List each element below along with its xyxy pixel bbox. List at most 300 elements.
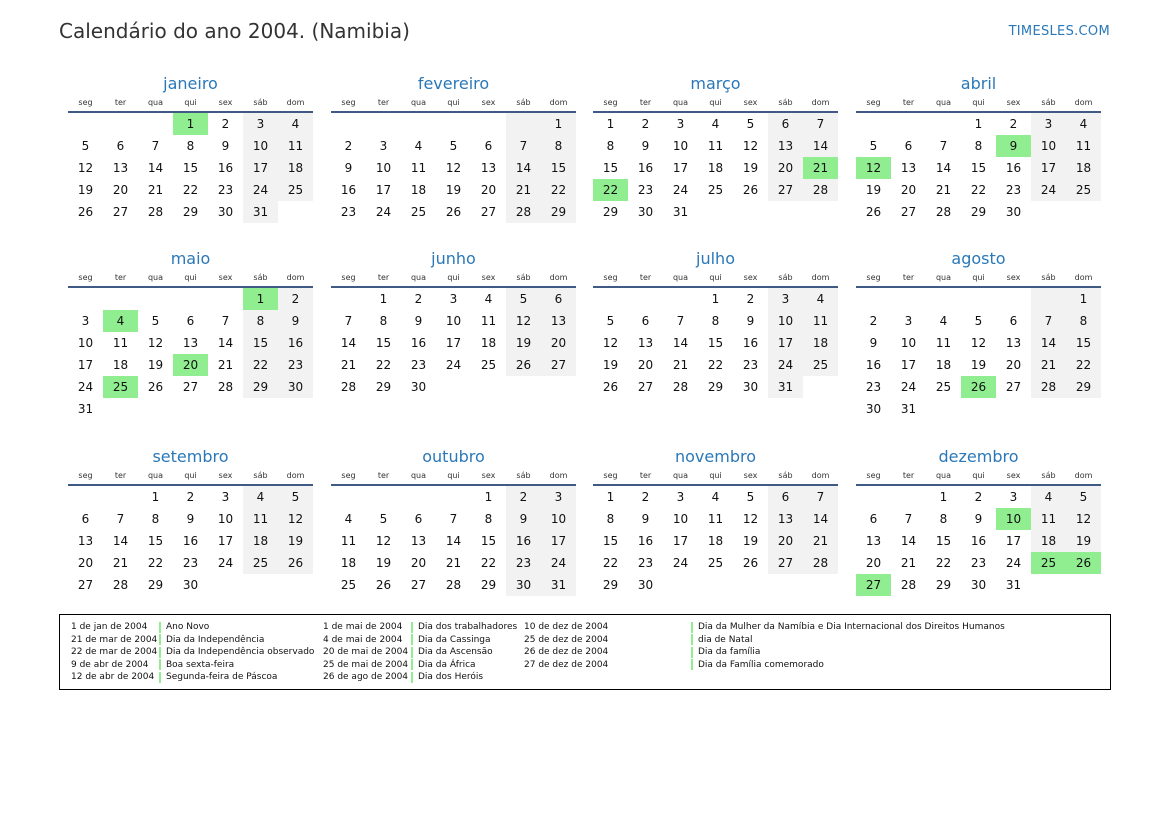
day-cell: 14 <box>217 336 234 350</box>
empty-cell <box>541 376 576 398</box>
day-cell: 15 <box>707 336 724 350</box>
empty-cell <box>961 288 996 310</box>
day-cell: 11 <box>243 508 278 530</box>
empty-cell <box>996 398 1031 420</box>
empty-cell <box>803 574 838 596</box>
day-cell: 22 <box>1066 354 1101 376</box>
weekday-header <box>331 96 576 113</box>
empty-cell <box>1031 201 1066 223</box>
day-cell: 31 <box>900 402 917 416</box>
day-cell: 8 <box>151 512 160 526</box>
day-cell: 4 <box>484 292 493 306</box>
day-cell: 26 <box>1066 552 1101 574</box>
day-cell: 13 <box>410 534 427 548</box>
day-cell: 6 <box>81 512 90 526</box>
weekday-label: sex <box>1006 98 1021 107</box>
empty-cell <box>768 574 803 596</box>
day-cell: 26 <box>278 552 313 574</box>
day-cell: 25 <box>1066 179 1101 201</box>
day-cell: 2 <box>506 486 541 508</box>
day-cell: 29 <box>935 578 952 592</box>
empty-cell <box>103 113 138 135</box>
weekday-label: qui <box>184 273 197 282</box>
day-cell: 30 <box>506 574 541 596</box>
day-cell: 26 <box>742 183 759 197</box>
empty-cell <box>103 288 138 310</box>
weekday-header <box>68 96 313 113</box>
empty-cell <box>698 574 733 596</box>
day-cell: 3 <box>676 117 685 131</box>
day-cell: 21 <box>803 157 838 179</box>
day-cell: 22 <box>602 556 619 570</box>
empty-cell <box>628 288 663 310</box>
weekday-label: qua <box>672 471 689 480</box>
day-cell: 10 <box>243 135 278 157</box>
day-cell: 1 <box>606 490 615 504</box>
day-cell: 5 <box>449 139 458 153</box>
legend-row <box>71 671 314 684</box>
day-cell: 1 <box>243 288 278 310</box>
day-cell: 18 <box>278 157 313 179</box>
day-cell: 9 <box>506 508 541 530</box>
weekday-label: ter <box>639 273 652 282</box>
day-cell: 24 <box>900 380 917 394</box>
weekday-label: sex <box>218 98 233 107</box>
weekday-label: seg <box>866 471 881 480</box>
day-cell: 16 <box>182 534 199 548</box>
month-julho <box>593 249 838 398</box>
day-cell: 21 <box>147 183 164 197</box>
day-cell: 25 <box>410 205 427 219</box>
day-cell: 2 <box>344 139 353 153</box>
weekday-label: sex <box>218 273 233 282</box>
day-grid <box>593 113 838 223</box>
day-cell: 18 <box>1066 157 1101 179</box>
empty-cell <box>436 486 471 508</box>
empty-cell <box>471 113 506 135</box>
empty-cell <box>138 288 173 310</box>
holiday-date: 9 de abr de 2004 <box>71 659 149 670</box>
day-cell: 3 <box>449 292 458 306</box>
day-cell: 16 <box>970 534 987 548</box>
day-cell: 13 <box>768 508 803 530</box>
day-cell: 28 <box>445 578 462 592</box>
weekday-label: qua <box>935 273 952 282</box>
day-cell: 4 <box>803 288 838 310</box>
day-cell: 11 <box>935 336 952 350</box>
day-cell: 4 <box>1031 486 1066 508</box>
day-cell: 20 <box>410 556 427 570</box>
weekday-label: ter <box>114 273 127 282</box>
holiday-date: 4 de mai de 2004 <box>323 634 403 645</box>
day-cell: 10 <box>672 512 689 526</box>
month-name: fevereiro <box>417 74 490 93</box>
day-cell: 12 <box>602 336 619 350</box>
day-cell: 16 <box>217 161 234 175</box>
empty-cell <box>208 288 243 310</box>
empty-cell <box>926 398 961 420</box>
day-cell: 22 <box>147 556 164 570</box>
weekday-label: sáb <box>253 273 268 282</box>
day-cell: 13 <box>480 161 497 175</box>
legend-column-2 <box>323 621 517 684</box>
day-cell: 8 <box>186 139 195 153</box>
day-cell: 7 <box>904 512 913 526</box>
day-cell: 16 <box>637 161 654 175</box>
day-cell: 29 <box>1066 376 1101 398</box>
day-cell: 1 <box>173 113 208 135</box>
day-cell: 8 <box>974 139 983 153</box>
empty-cell <box>401 486 436 508</box>
weekday-label: seg <box>341 273 356 282</box>
day-cell: 14 <box>900 534 917 548</box>
legend-row <box>524 621 1005 634</box>
day-cell: 3 <box>541 486 576 508</box>
day-cell: 12 <box>506 310 541 332</box>
weekday-header <box>856 271 1101 288</box>
day-cell: 11 <box>480 314 497 328</box>
day-cell: 18 <box>1031 530 1066 552</box>
day-grid <box>593 288 838 398</box>
day-cell: 11 <box>1031 508 1066 530</box>
day-cell: 27 <box>182 380 199 394</box>
weekday-label: sáb <box>516 471 531 480</box>
day-cell: 14 <box>506 157 541 179</box>
day-cell: 13 <box>182 336 199 350</box>
day-cell: 7 <box>449 512 458 526</box>
day-cell: 8 <box>484 512 493 526</box>
weekday-label: qui <box>447 273 460 282</box>
day-cell: 3 <box>243 113 278 135</box>
day-cell: 21 <box>445 556 462 570</box>
empty-cell <box>1031 288 1066 310</box>
day-cell: 26 <box>742 556 759 570</box>
day-cell: 27 <box>637 380 654 394</box>
day-grid <box>331 486 576 596</box>
day-cell: 27 <box>112 205 129 219</box>
day-cell: 15 <box>602 534 619 548</box>
day-cell: 7 <box>221 314 230 328</box>
day-cell: 9 <box>641 512 650 526</box>
weekday-label: sáb <box>1041 471 1056 480</box>
day-cell: 31 <box>768 376 803 398</box>
day-cell: 1 <box>1066 288 1101 310</box>
day-cell: 5 <box>606 314 615 328</box>
day-cell: 9 <box>278 310 313 332</box>
day-cell: 29 <box>602 205 619 219</box>
weekday-label: qui <box>972 98 985 107</box>
day-cell: 12 <box>375 534 392 548</box>
day-cell: 7 <box>116 512 125 526</box>
day-cell: 20 <box>1005 358 1022 372</box>
day-cell: 24 <box>1005 556 1022 570</box>
day-cell: 10 <box>768 310 803 332</box>
day-cell: 28 <box>112 578 129 592</box>
empty-cell <box>366 113 401 135</box>
empty-cell <box>436 113 471 135</box>
weekday-label: ter <box>902 273 915 282</box>
day-cell: 6 <box>116 139 125 153</box>
day-cell: 18 <box>480 336 497 350</box>
day-cell: 8 <box>541 135 576 157</box>
weekday-label: seg <box>78 273 93 282</box>
day-cell: 27 <box>856 574 891 596</box>
day-cell: 2 <box>974 490 983 504</box>
day-cell: 16 <box>865 358 882 372</box>
day-cell: 5 <box>81 139 90 153</box>
day-cell: 30 <box>637 205 654 219</box>
day-cell: 19 <box>742 161 759 175</box>
weekday-label: sex <box>1006 273 1021 282</box>
day-cell: 15 <box>375 336 392 350</box>
weekday-label: seg <box>341 471 356 480</box>
day-cell: 16 <box>506 530 541 552</box>
day-cell: 22 <box>593 179 628 201</box>
weekday-label: ter <box>902 98 915 107</box>
weekday-label: seg <box>341 98 356 107</box>
day-cell: 26 <box>77 205 94 219</box>
month-maio <box>68 249 313 420</box>
empty-cell <box>926 288 961 310</box>
weekday-label: dom <box>811 273 830 282</box>
weekday-label: dom <box>1074 98 1093 107</box>
day-cell: 31 <box>672 205 689 219</box>
day-cell: 6 <box>641 314 650 328</box>
legend-row <box>323 621 517 634</box>
day-cell: 20 <box>480 183 497 197</box>
weekday-label: qua <box>672 98 689 107</box>
weekday-header <box>856 469 1101 486</box>
day-cell: 21 <box>803 530 838 552</box>
weekday-label: ter <box>377 471 390 480</box>
weekday-label: qui <box>184 471 197 480</box>
day-cell: 12 <box>742 512 759 526</box>
site-link[interactable]: TIMESLES.COM <box>1008 24 1110 39</box>
day-cell: 20 <box>112 183 129 197</box>
day-cell: 11 <box>410 161 427 175</box>
legend-row <box>323 634 517 647</box>
weekday-label: qua <box>147 98 164 107</box>
day-cell: 12 <box>1066 508 1101 530</box>
month-name: abril <box>960 74 997 93</box>
holiday-name: Dia dos trabalhadores <box>418 622 518 633</box>
day-cell: 2 <box>869 314 878 328</box>
empty-cell <box>68 288 103 310</box>
day-cell: 22 <box>541 179 576 201</box>
empty-cell <box>803 376 838 398</box>
day-cell: 2 <box>1009 117 1018 131</box>
weekday-label: sáb <box>516 273 531 282</box>
month-name: agosto <box>951 249 1006 268</box>
day-cell: 15 <box>935 534 952 548</box>
day-cell: 30 <box>1005 205 1022 219</box>
day-cell: 28 <box>672 380 689 394</box>
day-cell: 20 <box>865 556 882 570</box>
weekday-label: sáb <box>516 98 531 107</box>
holiday-name: dia de Natal <box>698 634 753 645</box>
weekday-label: qua <box>410 98 427 107</box>
month-novembro <box>593 447 838 596</box>
day-cell: 13 <box>900 161 917 175</box>
legend-row <box>524 634 1005 647</box>
day-cell: 13 <box>112 161 129 175</box>
day-cell: 21 <box>340 358 357 372</box>
day-cell: 9 <box>746 314 755 328</box>
empty-cell <box>593 288 628 310</box>
day-cell: 14 <box>1031 332 1066 354</box>
day-cell: 26 <box>147 380 164 394</box>
day-cell: 8 <box>379 314 388 328</box>
legend-row <box>71 659 314 672</box>
day-cell: 17 <box>445 336 462 350</box>
day-cell: 10 <box>900 336 917 350</box>
day-cell: 29 <box>541 201 576 223</box>
weekday-label: seg <box>866 98 881 107</box>
day-cell: 5 <box>974 314 983 328</box>
holiday-date: 21 de mar de 2004 <box>71 634 158 645</box>
holiday-date: 20 de mai de 2004 <box>323 647 409 658</box>
day-cell: 27 <box>1005 380 1022 394</box>
weekday-label: seg <box>603 471 618 480</box>
weekday-header <box>68 469 313 486</box>
day-cell: 15 <box>147 534 164 548</box>
empty-cell <box>331 288 366 310</box>
day-cell: 25 <box>707 556 724 570</box>
day-cell: 9 <box>996 135 1031 157</box>
day-cell: 23 <box>970 556 987 570</box>
day-cell: 5 <box>746 117 755 131</box>
day-cell: 16 <box>278 332 313 354</box>
weekday-label: sáb <box>253 471 268 480</box>
day-cell: 7 <box>344 314 353 328</box>
day-cell: 6 <box>768 486 803 508</box>
day-cell: 25 <box>707 183 724 197</box>
day-cell: 20 <box>77 556 94 570</box>
weekday-label: qui <box>709 471 722 480</box>
empty-cell <box>926 113 961 135</box>
day-cell: 25 <box>103 376 138 398</box>
day-cell: 19 <box>970 358 987 372</box>
weekday-label: ter <box>639 98 652 107</box>
day-cell: 13 <box>865 534 882 548</box>
empty-cell <box>68 113 103 135</box>
day-cell: 4 <box>711 490 720 504</box>
day-cell: 21 <box>935 183 952 197</box>
day-cell: 11 <box>112 336 129 350</box>
day-cell: 11 <box>1066 135 1101 157</box>
month-name: março <box>690 74 741 93</box>
weekday-header <box>331 469 576 486</box>
weekday-label: qua <box>935 471 952 480</box>
weekday-label: qua <box>147 471 164 480</box>
empty-cell <box>173 288 208 310</box>
empty-cell <box>1066 398 1101 420</box>
day-cell: 20 <box>173 354 208 376</box>
day-cell: 2 <box>278 288 313 310</box>
day-cell: 1 <box>484 490 493 504</box>
legend-row <box>71 621 314 634</box>
weekday-label: sex <box>743 273 758 282</box>
day-cell: 28 <box>900 578 917 592</box>
weekday-label: sáb <box>778 98 793 107</box>
holiday-date: 26 de ago de 2004 <box>323 672 409 683</box>
day-cell: 1 <box>606 117 615 131</box>
day-cell: 17 <box>900 358 917 372</box>
weekday-label: ter <box>114 471 127 480</box>
day-cell: 23 <box>742 358 759 372</box>
day-cell: 3 <box>81 314 90 328</box>
day-cell: 30 <box>182 578 199 592</box>
weekday-label: sáb <box>1041 98 1056 107</box>
day-cell: 9 <box>221 139 230 153</box>
month-agosto <box>856 249 1101 420</box>
day-cell: 10 <box>541 508 576 530</box>
day-cell: 24 <box>768 354 803 376</box>
day-cell: 27 <box>410 578 427 592</box>
empty-cell <box>366 486 401 508</box>
weekday-label: seg <box>78 471 93 480</box>
day-cell: 4 <box>1066 113 1101 135</box>
day-cell: 10 <box>672 139 689 153</box>
holiday-name: Dia da Cassinga <box>418 634 491 645</box>
day-cell: 25 <box>803 354 838 376</box>
page-title: Calendário do ano 2004. (Namibia) <box>59 19 410 43</box>
empty-cell <box>208 398 243 420</box>
day-cell: 11 <box>707 512 724 526</box>
month-dezembro <box>856 447 1101 596</box>
day-cell: 14 <box>112 534 129 548</box>
month-junho <box>331 249 576 398</box>
weekday-label: sex <box>481 273 496 282</box>
day-cell: 13 <box>637 336 654 350</box>
day-cell: 23 <box>637 183 654 197</box>
day-cell: 22 <box>935 556 952 570</box>
day-cell: 1 <box>541 113 576 135</box>
weekday-label: qua <box>410 471 427 480</box>
weekday-label: ter <box>377 98 390 107</box>
day-cell: 15 <box>970 161 987 175</box>
day-cell: 22 <box>480 556 497 570</box>
day-cell: 4 <box>243 486 278 508</box>
day-cell: 10 <box>77 336 94 350</box>
day-cell: 19 <box>865 183 882 197</box>
empty-cell <box>663 574 698 596</box>
weekday-header <box>593 96 838 113</box>
day-cell: 22 <box>243 354 278 376</box>
day-cell: 8 <box>939 512 948 526</box>
day-cell: 1 <box>151 490 160 504</box>
day-cell: 24 <box>445 358 462 372</box>
day-cell: 15 <box>602 161 619 175</box>
day-cell: 21 <box>900 556 917 570</box>
day-cell: 30 <box>865 402 882 416</box>
day-cell: 8 <box>606 512 615 526</box>
day-cell: 6 <box>484 139 493 153</box>
empty-cell <box>1066 201 1101 223</box>
day-cell: 1 <box>379 292 388 306</box>
month-name: julho <box>696 249 735 268</box>
weekday-label: ter <box>639 471 652 480</box>
month-abril <box>856 74 1101 223</box>
day-cell: 7 <box>803 113 838 135</box>
month-setembro <box>68 447 313 596</box>
day-cell: 24 <box>672 556 689 570</box>
month-name: setembro <box>152 447 229 466</box>
month-fevereiro <box>331 74 576 223</box>
day-cell: 20 <box>637 358 654 372</box>
day-cell: 21 <box>1031 354 1066 376</box>
day-cell: 17 <box>243 157 278 179</box>
